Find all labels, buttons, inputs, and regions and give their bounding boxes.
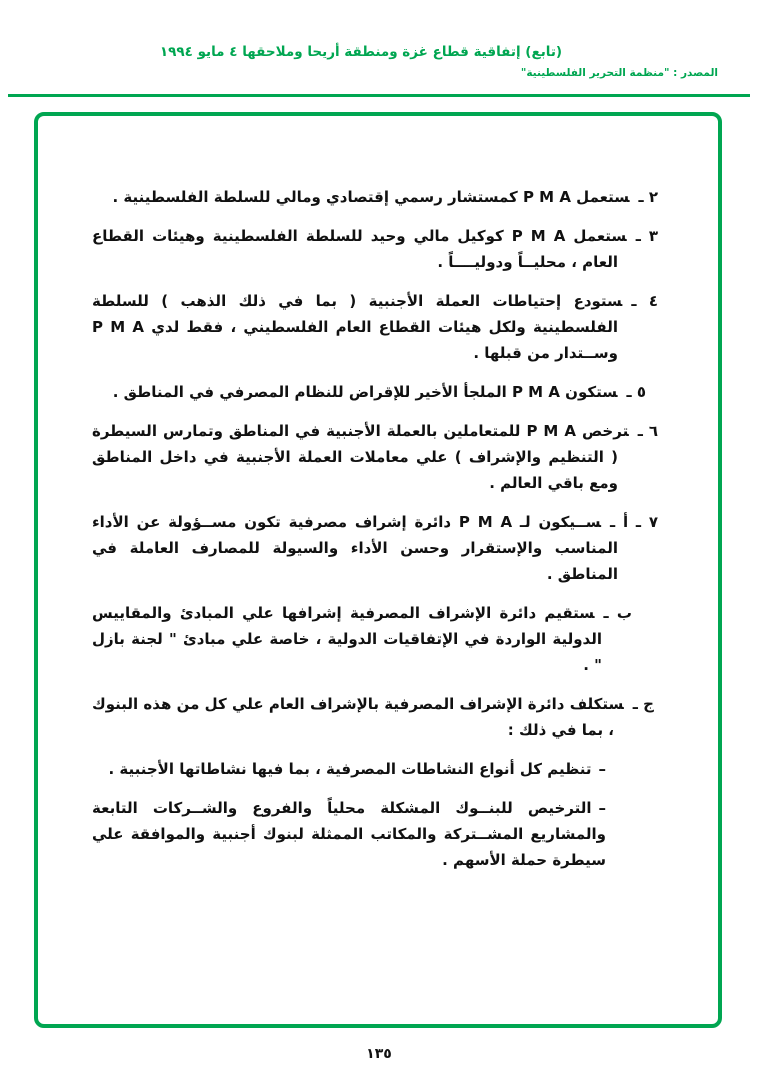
- list-item: [92, 223, 658, 275]
- item-text: ستعمل P M A كمستشار رسمي إقتصادي ومالي للسلطة الفلسطينية .: [112, 188, 630, 206]
- item-text: تنظيم كل أنواع النشاطات المصرفية ، بما فيها نشاطاتها الأجنبية .: [108, 760, 592, 778]
- item-text: ستكون P M A الملجأ الأخير للإقراض للنظام المصرفي في المناطق .: [112, 383, 618, 401]
- page-number: ١٣٥: [366, 1046, 392, 1062]
- list-item: [92, 509, 658, 587]
- item-text: ستكلف دائرة الإشراف المصرفية بالإشراف العام علي كل من هذه البنوك ، بما في ذلك :: [92, 695, 624, 739]
- header-title: (تابع) إتفاقية قطاع غزة ومنطقة أريحا وملاحقها ٤ مايو ١٩٩٤: [159, 44, 563, 60]
- list-item: [92, 795, 606, 873]
- item-text: ترخص P M A للمتعاملين بالعملة الأجنبية في المناطق وتمارس السيطرة ( التنظيم والإشراف ) علي معاملات العملة الأجنبية في داخل المناطق ومع باقي العالم .: [92, 422, 629, 492]
- item-marker: ٤ ـ: [631, 292, 658, 310]
- item-marker: ٥ ـ: [626, 383, 646, 401]
- list-item: [92, 288, 658, 366]
- item-marker: ٢ ـ: [638, 188, 658, 206]
- list-item: [92, 756, 606, 782]
- list-item: [92, 418, 658, 496]
- list-item: [92, 691, 654, 743]
- document-body: [38, 116, 718, 873]
- header-divider: [8, 94, 750, 97]
- list-item: [92, 184, 658, 210]
- header-source: المصدر : "منظمة التحرير الفلسطينية": [520, 67, 718, 80]
- item-text: ستودع إحتياطات العملة الأجنبية ( بما في ذلك الذهب ) للسلطة الفلسطينية ولكل هيئات القطاع العام الفلسطيني ، فقط لدي P M A وســتدار من قبلها .: [92, 292, 623, 362]
- item-marker: ٧ ـ أ ـ: [610, 513, 659, 531]
- content-frame: [34, 112, 722, 1028]
- item-marker: ب ـ: [603, 604, 632, 622]
- item-text: ســيكون لـ P M A دائرة إشراف مصرفية تكون مســؤولة عن الأداء المناسب والإستقرار وحسن الأداء والسيولة للمصارف العاملة في المناطق .: [92, 513, 618, 583]
- item-marker: ٦ ـ: [637, 422, 658, 440]
- dash-marker: –: [598, 799, 606, 817]
- item-marker: ٣ ـ: [635, 227, 658, 245]
- list-item: [92, 379, 646, 405]
- dash-marker: –: [598, 760, 606, 778]
- item-text: ستقيم دائرة الإشراف المصرفية إشرافها علي المبادئ والمقاييس الدولية الواردة في الإتفاقيات الدولية ، خاصة علي مبادئ " لجنة بازل " .: [92, 604, 602, 674]
- page-header: [20, 42, 722, 79]
- item-text: الترخيص للبنــوك المشكلة محلياً والفروع والشــركات التابعة والمشاريع المشــتركة والمكاتب الممثلة لبنوك أجنبية والموافقة علي سيطرة حملة الأسهم .: [92, 799, 606, 869]
- item-text: ستعمل P M A كوكيل مالي وحيد للسلطة الفلسطينية وهيئات القطاع العام ، محليــاً ودوليــــاً .: [92, 227, 627, 271]
- list-item: [92, 600, 632, 678]
- item-marker: ج ـ: [632, 695, 654, 713]
